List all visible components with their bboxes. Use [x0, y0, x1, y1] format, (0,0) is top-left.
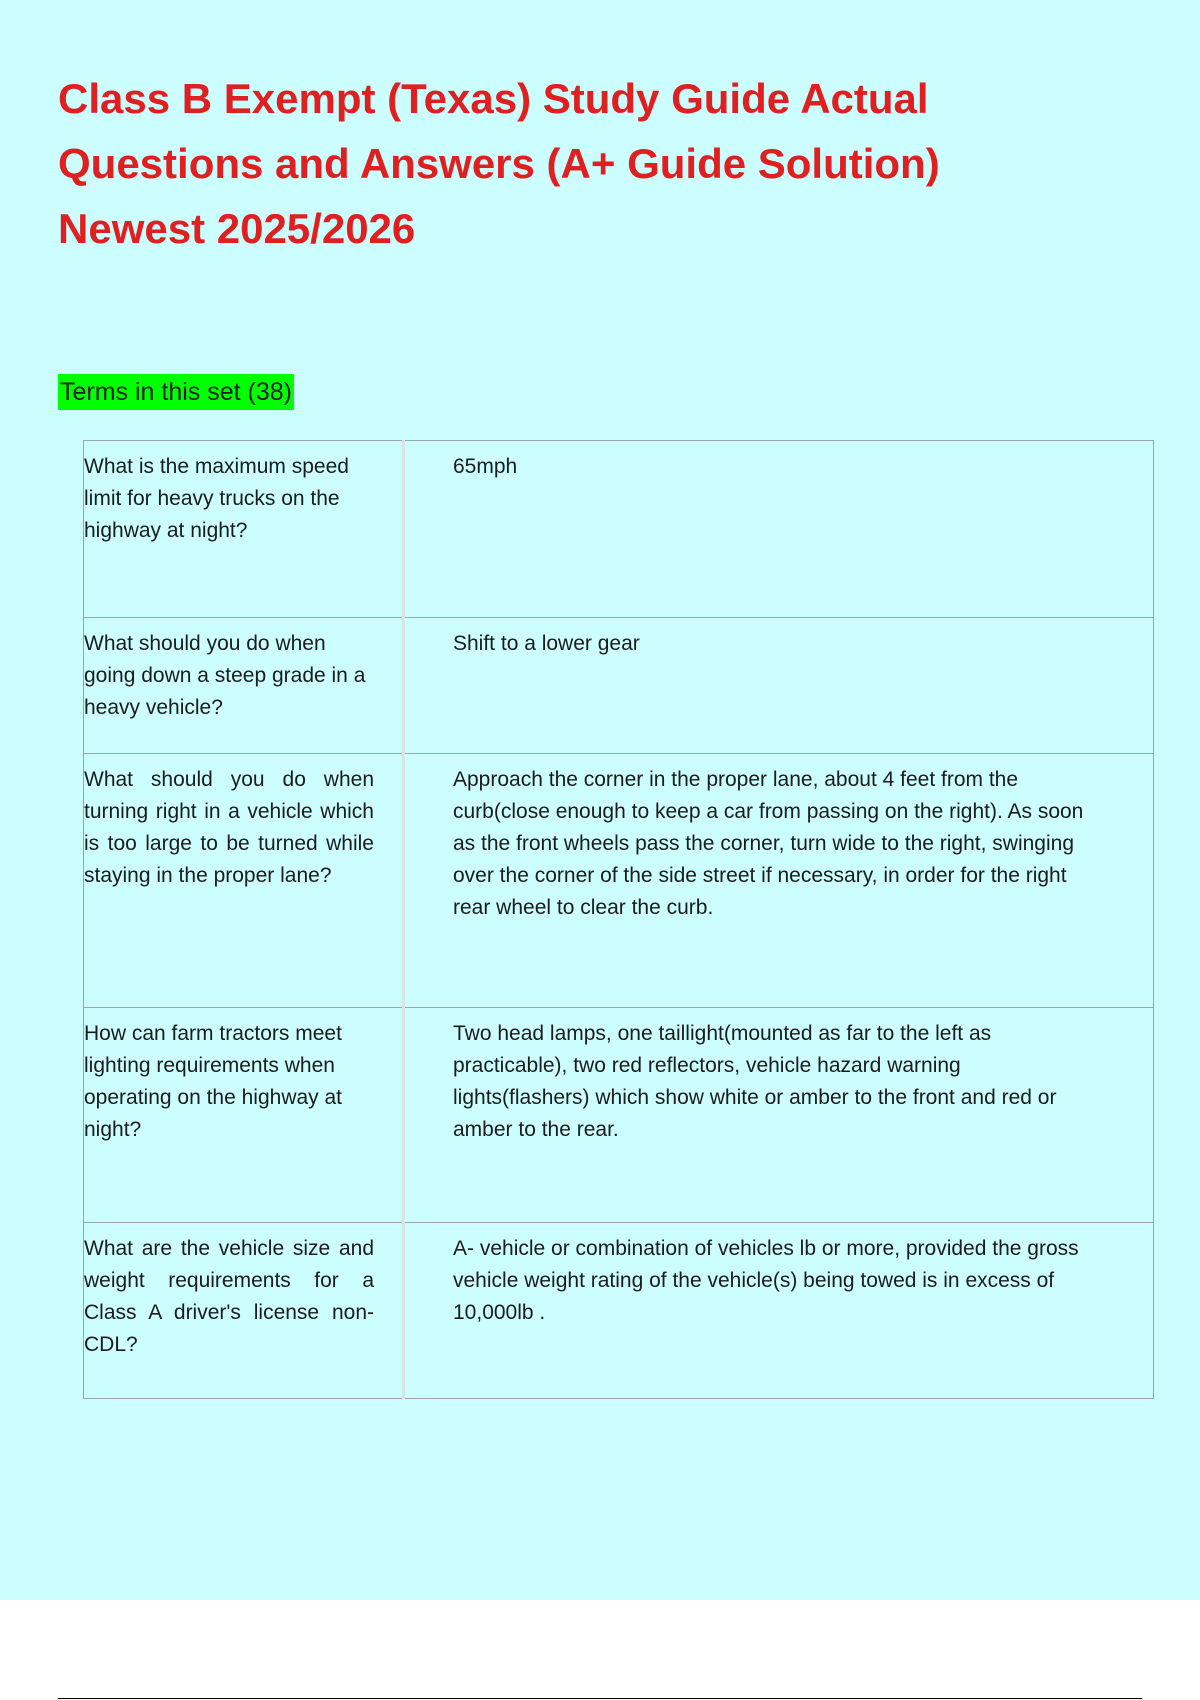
- title-line-1: Class B Exempt (Texas) Study Guide Actual: [58, 75, 929, 122]
- document-title: [58, 66, 958, 261]
- answer-cell: Shift to a lower gear: [404, 618, 1154, 754]
- question-cell: How can farm tractors meet lighting requirements when operating on the highway at night?: [84, 1008, 404, 1223]
- table-row: [84, 1008, 1154, 1223]
- table-row: [84, 1223, 1154, 1399]
- qa-table: [83, 440, 1154, 1399]
- answer-cell: 65mph: [404, 441, 1154, 618]
- terms-count-label: Terms in this set (38): [58, 374, 294, 410]
- title-line-3: Newest 2025/2026: [58, 205, 416, 252]
- title-line-2: Questions and Answers (A+ Guide Solution): [58, 140, 940, 187]
- answer-cell: Two head lamps, one taillight(mounted as far to the left as practicable), two red reflectors, vehicle hazard warning lights(flashers) which show white or amber to the front and red or amber to the rear.: [404, 1008, 1154, 1223]
- question-cell: What are the vehicle size and weight requirements for a Class A driver's license non-CDL?: [84, 1223, 404, 1399]
- question-cell: What is the maximum speed limit for heavy trucks on the highway at night?: [84, 441, 404, 618]
- table-row: [84, 441, 1154, 618]
- answer-cell: A- vehicle or combination of vehicles lb or more, provided the gross vehicle weight rating of the vehicle(s) being towed is in excess of 10,000lb .: [404, 1223, 1154, 1399]
- table-row: [84, 754, 1154, 1008]
- answer-cell: Approach the corner in the proper lane, about 4 feet from the curb(close enough to keep a car from passing on the right). As soon as the front wheels pass the corner, turn wide to the right, swinging over the corner of the side street if necessary, in order for the right rear wheel to clear the curb.: [404, 754, 1154, 1008]
- table-row: [84, 618, 1154, 754]
- question-cell: What should you do when going down a steep grade in a heavy vehicle?: [84, 618, 404, 754]
- footer-divider: [58, 1698, 1142, 1699]
- question-cell: What should you do when turning right in a vehicle which is too large to be turned while staying in the proper lane?: [84, 754, 404, 1008]
